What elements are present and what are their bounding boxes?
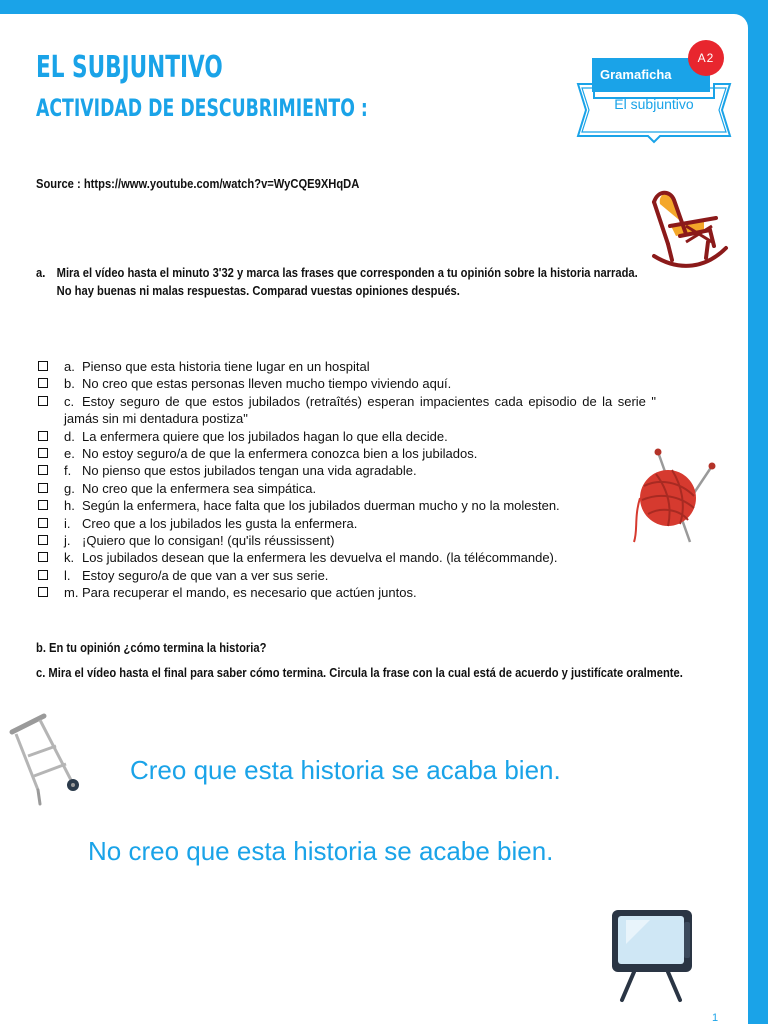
item-letter: b. (64, 376, 75, 392)
checkbox[interactable] (38, 483, 48, 493)
list-item (36, 358, 656, 375)
option-acabe-bien[interactable]: No creo que esta historia se acabe bien. (88, 836, 554, 866)
item-letter: f. (64, 463, 72, 479)
instruction-a-text: Mira el vídeo hasta el minuto 3'32 y marca las frases que corresponden a tu opinión sobre la historia narrada. No hay buenas ni malas respuestas. Comparad vuestas opiniones después. (56, 265, 638, 298)
item-text: No creo que la enfermera sea simpática. (82, 480, 317, 496)
item-letter: e. (64, 446, 75, 462)
item-letter: a. (64, 359, 75, 374)
item-letter: l. (64, 567, 71, 583)
list-item (36, 497, 656, 514)
statement-list (36, 358, 656, 602)
item-letter: c. (64, 393, 75, 409)
item-text: La enfermera quiere que los jubilados hagan lo que ella decide. (82, 428, 448, 444)
page-number: 1 (712, 1012, 719, 1024)
list-item (36, 480, 656, 497)
list-item (36, 445, 656, 462)
item-letter: g. (64, 480, 75, 496)
level-badge: A2 (688, 40, 724, 76)
tv-icon (606, 904, 696, 1008)
instruction-a-marker: a. (36, 265, 46, 280)
checkbox[interactable] (38, 378, 48, 388)
item-letter: m. (64, 585, 79, 601)
list-item (36, 393, 656, 428)
question-c: c. Mira el vídeo hasta el final para saber cómo termina. Circula la frase con la cual está de acuerdo y justifícate oralmente. (36, 665, 683, 680)
checkbox[interactable] (38, 535, 48, 545)
item-text: Los jubilados desean que la enfermera les devuelva el mando. (la télécommande). (82, 550, 558, 566)
list-item (36, 375, 656, 392)
checkbox[interactable] (38, 587, 48, 597)
item-text: ¡Quiero que lo consigan! (qu'ils réussissent) (82, 533, 335, 549)
item-text: Según la enfermera, hace falta que los jubilados duerman mucho y no la molesten. (82, 498, 560, 514)
checkbox[interactable] (38, 448, 48, 458)
item-text: No creo que estas personas lleven mucho tiempo viviendo aquí. (82, 376, 452, 392)
checkbox[interactable] (38, 431, 48, 441)
page-title: EL SUBJUNTIVO (36, 50, 223, 85)
option-acaba-bien[interactable]: Creo que esta historia se acaba bien. (130, 755, 561, 785)
list-item (36, 532, 656, 549)
checkbox[interactable] (38, 465, 48, 475)
source-link[interactable]: Source : https://www.youtube.com/watch?v=WyCQE9XHqDA (36, 176, 360, 191)
item-letter: i. (64, 515, 71, 531)
list-item (36, 584, 656, 601)
list-item (36, 462, 656, 479)
item-text: Estoy seguro/a de que van a ver sus serie. (82, 567, 329, 583)
worksheet-page (0, 14, 748, 1024)
list-item (36, 515, 656, 532)
item-text: Para recuperar el mando, es necesario que actúen juntos. (82, 585, 417, 601)
rocking-chair-icon (640, 186, 730, 272)
walker-icon (6, 710, 86, 810)
list-item (36, 428, 656, 445)
badge-topic-label: El subjuntivo (614, 96, 694, 112)
item-text: Creo que a los jubilados les gusta la enfermera. (82, 515, 358, 531)
item-text: Pienso que esta historia tiene lugar en un hospital (82, 359, 370, 374)
list-item (36, 549, 656, 566)
checkbox[interactable] (38, 361, 48, 371)
checkbox[interactable] (38, 396, 48, 406)
gramaficha-badge (574, 28, 734, 148)
item-text: No estoy seguro/a de que la enfermera conozca bien a los jubilados. (82, 446, 478, 462)
instruction-a (36, 264, 638, 300)
badge-tab-label: Gramaficha (592, 58, 710, 92)
item-letter: k. (64, 550, 75, 566)
item-letter: d. (64, 428, 75, 444)
checkbox[interactable] (38, 500, 48, 510)
item-letter: h. (64, 498, 75, 514)
checkbox[interactable] (38, 518, 48, 528)
item-letter: j. (64, 533, 71, 549)
item-text: Estoy seguro de que estos jubilados (retraîtés) esperan impacientes cada episodio de la serie " jamás sin mi dentadura postiza" (64, 393, 656, 427)
checkbox[interactable] (38, 552, 48, 562)
list-item (36, 567, 656, 584)
checkbox[interactable] (38, 570, 48, 580)
question-b: b. En tu opinión ¿cómo termina la historia? (36, 640, 267, 655)
yarn-ball-icon (632, 434, 716, 544)
item-text: No pienso que estos jubilados tengan una vida agradable. (82, 463, 417, 479)
page-subtitle: ACTIVIDAD DE DESCUBRIMIENTO : (36, 94, 368, 122)
